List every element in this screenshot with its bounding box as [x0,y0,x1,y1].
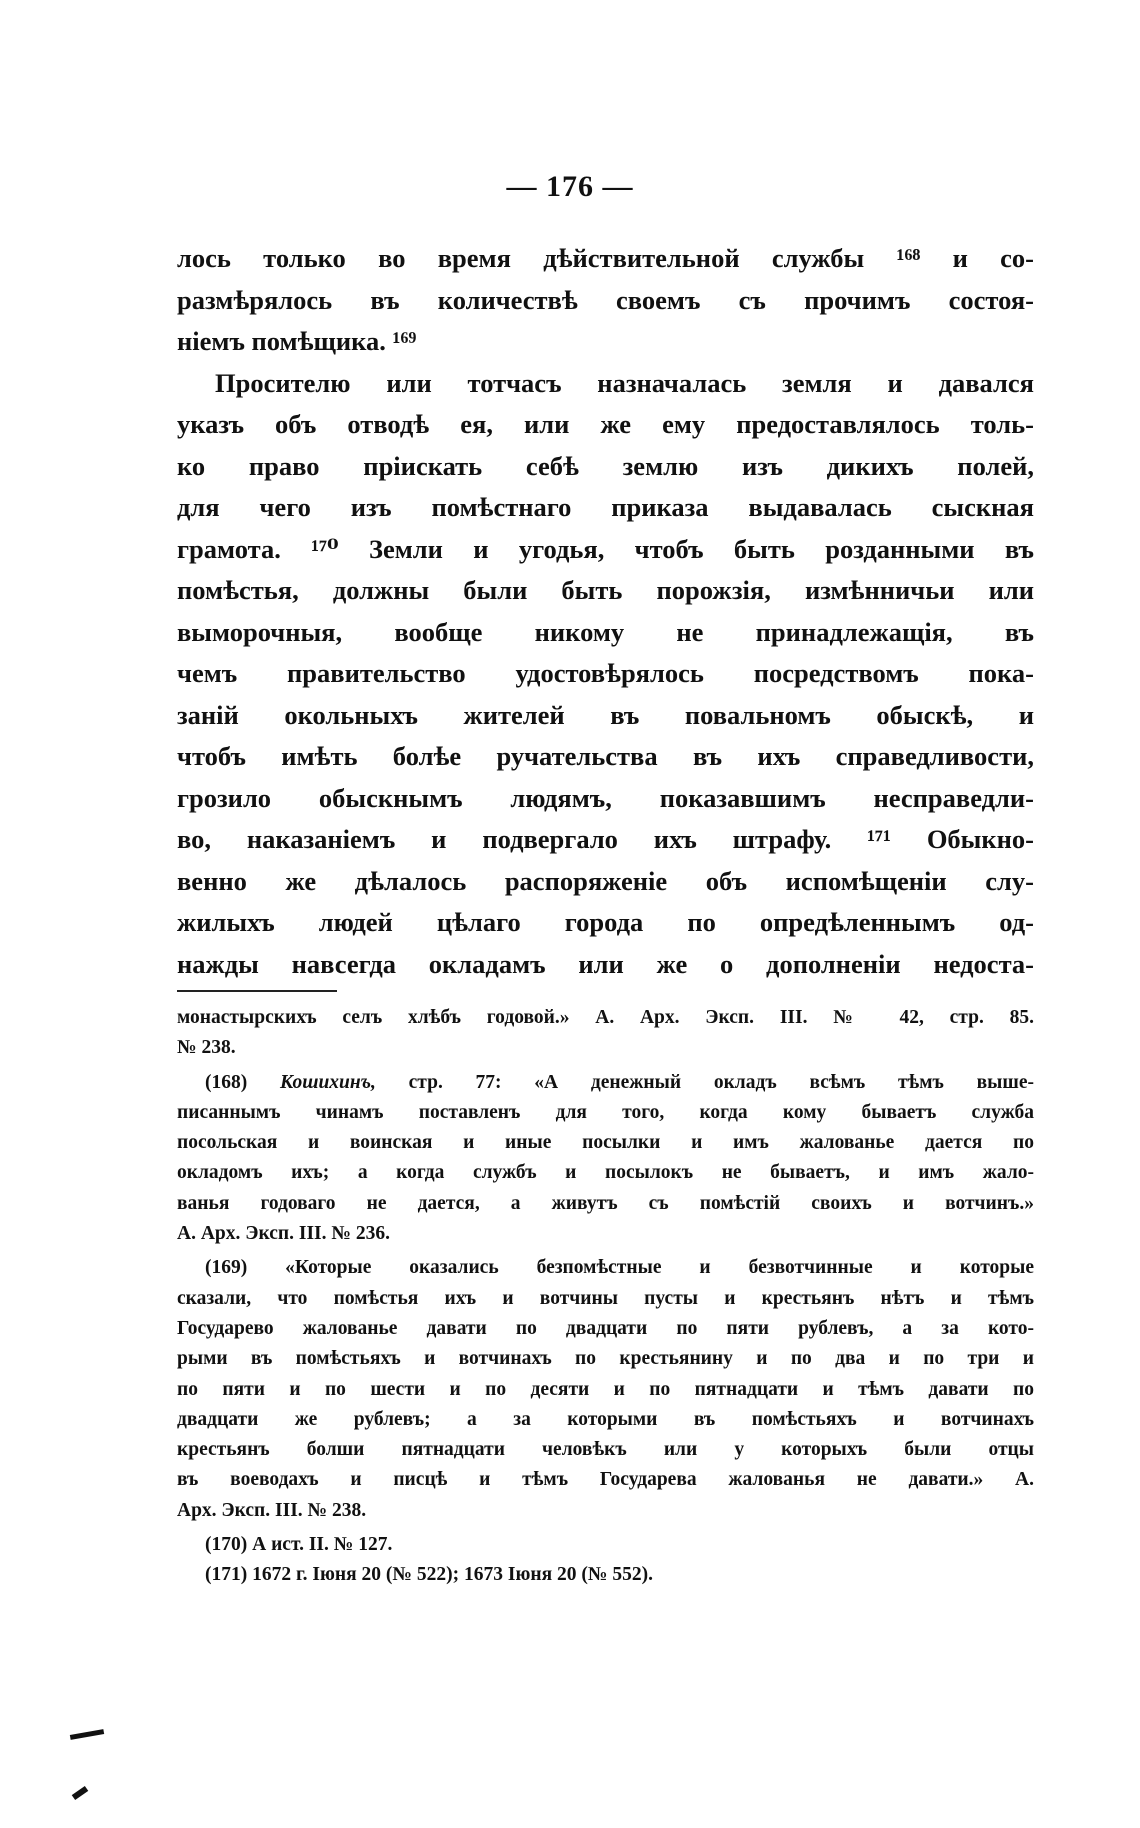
body-line: грамота. ¹⁷⁰ Земли и угодья, чтобъ быть розданными въ [177,533,1034,564]
body-line: ніемъ помѣщика. ¹⁶⁹ [177,326,417,356]
page-number: — 176 — [506,170,634,203]
body-line: чтобъ имѣть болѣе ручательства въ ихъ справедливости, [177,741,1034,771]
footnote-168-line: ванья годоваго не дается, а живутъ съ помѣстій своихъ и вотчинъ.» [177,1192,1034,1214]
footnote-169-line: Арх. Эксп. III. № 238. [177,1499,367,1521]
body-line: для чего изъ помѣстнаго приказа выдавалась сыскная [177,492,1034,522]
footnote-168-line: А. Арх. Эксп. III. № 236. [177,1223,390,1245]
body-line: чемъ правительство удостовѣрялось посредствомъ пока- [177,658,1034,688]
footnote-171: (171) 1672 г. Іюня 20 (№ 522); 1673 Іюня 20 (№ 552). [205,1564,653,1586]
footnote-169-line: по пяти и по шести и по десяти и по пятнадцати и тѣмъ давати по [177,1378,1034,1400]
body-line: лось только во время дѣйствительной службы ¹⁶⁸ и со- [177,243,1034,273]
footnote-169-line: рыми въ помѣстьяхъ и вотчинахъ по крестьянину и по два и по три и [177,1348,1034,1370]
footnote-168-line: окладомъ ихъ; а когда службъ и посылокъ не бываетъ, и имъ жало- [177,1162,1034,1184]
body-line: заній окольныхъ жителей въ повальномъ обыскѣ, и [177,699,1034,730]
footnote-168-author: Кошихинъ, [279,1071,376,1093]
body-line: размѣрялось въ количествѣ своемъ съ прочимъ состоя- [177,284,1034,315]
footnote-169-line: въ воеводахъ и писцѣ и тѣмъ Государева жалованья не давати.» А. [177,1469,1034,1491]
footnote-170: (170) А ист. II. № 127. [205,1534,393,1556]
footnote-169-line: двадцати же рублевъ; а за которыми въ помѣстьяхъ и вотчинахъ [177,1408,1034,1430]
body-line: во, наказаніемъ и подвергало ихъ штрафу. ¹⁷¹ Обыкно- [177,824,1034,854]
footnote-continuation-line: № 238. [177,1037,236,1059]
body-text [177,238,1034,985]
footnotes [177,1003,1034,1591]
body-line: указъ объ отводѣ ея, или же ему предоставлялось толь- [177,409,1034,439]
body-line: нажды навсегда окладамъ или же о дополненіи недоста- [177,948,1034,979]
body-line: жилыхъ людей цѣлаго города по опредѣленнымъ од- [177,907,1034,937]
footnote-168-text: стр. 77: «А денежный окладъ всѣмъ тѣмъ выше- [408,1071,1034,1093]
body-line: выморочныя, вообще никому не принадлежащія, въ [177,616,1034,647]
body-line: ко право пріискать себѣ землю изъ дикихъ полей, [177,450,1034,481]
footnote-continuation-line: монастырскихъ селъ хлѣбъ годовой.» А. Арх. Эксп. III. № 42, стр. 85. [177,1007,1034,1028]
footnote-168-marker: (168) [205,1071,248,1093]
footnote-separator-rule [177,990,337,992]
footnote-169-line: Государево жалованье давати по двадцати по пяти рублевъ, а за кото- [177,1317,1034,1339]
footnote-169-line: сказали, что помѣстья ихъ и вотчины пусты и крестьянъ нѣтъ и тѣмъ [177,1287,1034,1309]
scan-mark [70,1729,104,1740]
body-line: помѣстья, должны были быть порожзія, измѣнничьи или [177,575,1034,605]
body-line: венно же дѣлалось распоряженіе объ испомѣщеніи слу- [177,865,1034,896]
footnote-168-line: писаннымъ чинамъ поставленъ для того, когда кому бываетъ служба [177,1101,1034,1123]
footnote-168-first-line [177,1068,1034,1098]
footnote-169-line: крестьянъ болши пятнадцати человѣкъ или у которыхъ были отцы [177,1439,1034,1461]
body-line: грозило обыскнымъ людямъ, показавшимъ несправедли- [177,782,1034,813]
scan-mark [72,1786,89,1800]
paragraph-start-line: Просителю или тотчасъ назначалась земля и давался [215,367,1034,398]
footnote-169-line: (169) «Которые оказались безпомѣстные и безвотчинные и которые [205,1257,1034,1279]
footnote-168-line: посольская и воинская и иные посылки и имъ жалованье дается по [177,1132,1034,1154]
